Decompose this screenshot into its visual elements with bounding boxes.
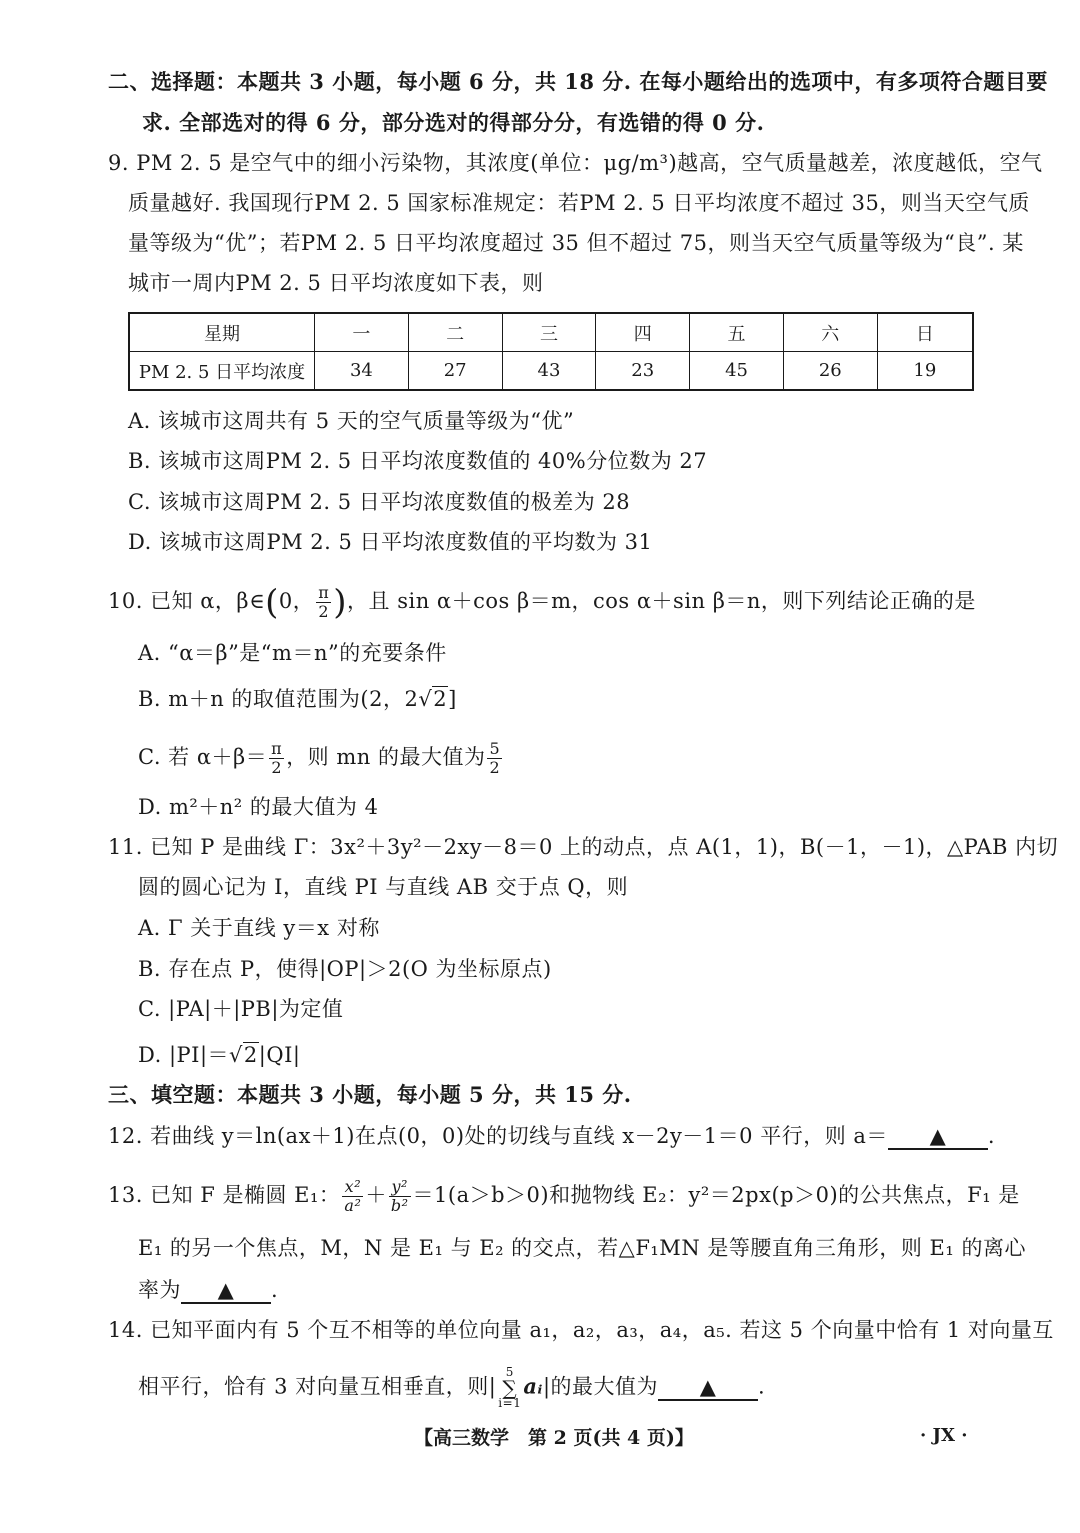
triangle-marker-icon: ▲ (699, 1374, 717, 1399)
table-value-cell: 26 (783, 352, 877, 391)
section-2-heading-line-2: 求. 全部选对的得 6 分，部分选对的得部分分，有选错的得 0 分. (142, 110, 765, 135)
q11-option-d: D. |PI|＝√2|QI| (138, 1043, 301, 1067)
q14-stem-line-2: 相平行，恰有 3 对向量互相垂直，则|5 ∑ i=1aᵢ|的最大值为 ▲ . (138, 1365, 766, 1410)
answer-blank (658, 1375, 758, 1401)
q9-stem-line-3: 量等级为“优”；若PM 2. 5 日平均浓度超过 35 但不超过 75，则当天空气质量等级为“良”. 某 (128, 231, 1024, 255)
q9-stem-line-1: 9. PM 2. 5 是空气中的细小污染物，其浓度(单位：μg/m³)越高，空气质量越差，浓度越低，空气 (108, 151, 1043, 175)
table-row (129, 352, 973, 391)
q10-stem (108, 584, 976, 621)
sqrt-symbol: √ (229, 1043, 243, 1067)
page-footer: 【高三数学 第 2 页(共 4 页)】 (414, 1427, 694, 1449)
table-day-cell: 日 (877, 313, 973, 352)
q13-stem-line-1: 13. 已知 F 是椭圆 E₁： $\frac{\text{x²}}{\text{a²}}$ ＋ $\frac{\text{y²}}{\text{b²}}$ ＝1(a＞b＞0)和抛物线 E₂：y²＝2px(p＞0)的公共焦点，F₁ 是 (108, 1177, 1020, 1215)
q10-stem-end: ，且 sin α＋cos β＝m，cos α＋sin β＝n，则下列结论正确的是 (347, 589, 976, 613)
table-day-cell: 三 (502, 313, 596, 352)
q11-option-b: B. 存在点 P，使得|OP|＞2(O 为坐标原点) (138, 957, 552, 981)
q10-stem-start: 10. 已知 α，β∈ (108, 589, 266, 613)
q13-stem-line-3: 率为 ▲ . (138, 1278, 279, 1302)
answer-blank (181, 1278, 271, 1304)
answer-blank (888, 1124, 988, 1150)
table-value-cell: 45 (690, 352, 784, 391)
triangle-marker-icon: ▲ (929, 1124, 947, 1148)
q10-option-c: C. 若 α＋β＝ $\frac{\pi}{2}$ ，则 mn 的最大值为 $\frac{5}{2}$ (138, 739, 501, 777)
table-row (129, 313, 973, 352)
q12-stem: 12. 若曲线 y＝ln(ax＋1)在点(0，0)处的切线与直线 x－2y－1＝0 平行，则 a＝ ▲ . (108, 1124, 996, 1148)
pi-over-two-fraction: $\frac{\pi}{2}$ (318, 583, 330, 621)
table-day-cell: 五 (690, 313, 784, 352)
section-3-heading: 三、填空题：本题共 3 小题，每小题 5 分，共 15 分. (108, 1082, 632, 1107)
pm25-table (128, 312, 974, 391)
table-day-cell: 四 (596, 313, 690, 352)
q11-stem-line-2: 圆的圆心记为 I，直线 PI 与直线 AB 交于点 Q，则 (138, 875, 629, 899)
table-row-label: PM 2. 5 日平均浓度 (129, 352, 315, 391)
q10-interval-zero: 0， (278, 589, 315, 613)
q11-option-a: A. Γ 关于直线 y＝x 对称 (138, 916, 380, 940)
y2-over-b2-fraction: $\frac{\text{y²}}{\text{b²}}$ (390, 1177, 409, 1215)
table-value-cell: 43 (502, 352, 596, 391)
q9-option-a: A. 该城市这周共有 5 天的空气质量等级为“优” (128, 409, 575, 433)
q10-option-b: B. m＋n 的取值范围为(2，2√2] (138, 687, 457, 711)
table-header-label: 星期 (129, 313, 315, 352)
q11-option-c: C. |PA|＋|PB|为定值 (138, 997, 344, 1021)
q9-stem-line-4: 城市一周内PM 2. 5 日平均浓度如下表，则 (128, 271, 544, 295)
table-day-cell: 六 (783, 313, 877, 352)
table-value-cell: 34 (315, 352, 409, 391)
q9-option-b: B. 该城市这周PM 2. 5 日平均浓度数值的 40%分位数为 27 (128, 449, 708, 473)
q10-option-a: A. “α＝β”是“m＝n”的充要条件 (138, 641, 447, 665)
q14-stem-line-1: 14. 已知平面内有 5 个互不相等的单位向量 a₁，a₂，a₃，a₄，a₅. 若这 5 个向量中恰有 1 对向量互 (108, 1318, 1054, 1342)
section-2-heading-line-1: 二、选择题：本题共 3 小题，每小题 6 分，共 18 分. 在每小题给出的选项中，有多项符合题目要 (108, 69, 1048, 94)
pi-over-two-fraction: $\frac{\pi}{2}$ (271, 739, 283, 777)
q13-stem-line-2: E₁ 的另一个焦点，M，N 是 E₁ 与 E₂ 的交点，若△F₁MN 是等腰直角三角形，则 E₁ 的离心 (138, 1236, 1026, 1260)
right-paren: ) (333, 582, 348, 623)
five-over-two-fraction: $\frac{5}{2}$ (489, 739, 501, 777)
sqrt-symbol: √ (418, 687, 433, 711)
x2-over-a2-fraction: $\frac{\text{x²}}{\text{a²}}$ (344, 1177, 362, 1215)
q9-option-d: D. 该城市这周PM 2. 5 日平均浓度数值的平均数为 31 (128, 530, 653, 554)
table-day-cell: 二 (408, 313, 502, 352)
q10-option-d: D. m²＋n² 的最大值为 4 (138, 795, 379, 819)
table-value-cell: 27 (408, 352, 502, 391)
table-value-cell: 19 (877, 352, 973, 391)
q9-stem-line-2: 质量越好. 我国现行PM 2. 5 国家标准规定：若PM 2. 5 日平均浓度不超过 35，则当天空气质 (128, 191, 1030, 215)
triangle-marker-icon: ▲ (217, 1278, 235, 1302)
summation-symbol: 5 ∑ i=1 (498, 1365, 522, 1410)
table-value-cell: 23 (596, 352, 690, 391)
q9-option-c: C. 该城市这周PM 2. 5 日平均浓度数值的极差为 28 (128, 490, 631, 514)
q11-stem-line-1: 11. 已知 P 是曲线 Γ：3x²＋3y²－2xy－8＝0 上的动点，点 A(1，1)，B(－1，－1)，△PAB 内切 (108, 835, 1059, 859)
footer-code: · JX · (920, 1425, 968, 1446)
table-day-cell: 一 (315, 313, 409, 352)
left-paren: ( (265, 582, 279, 623)
